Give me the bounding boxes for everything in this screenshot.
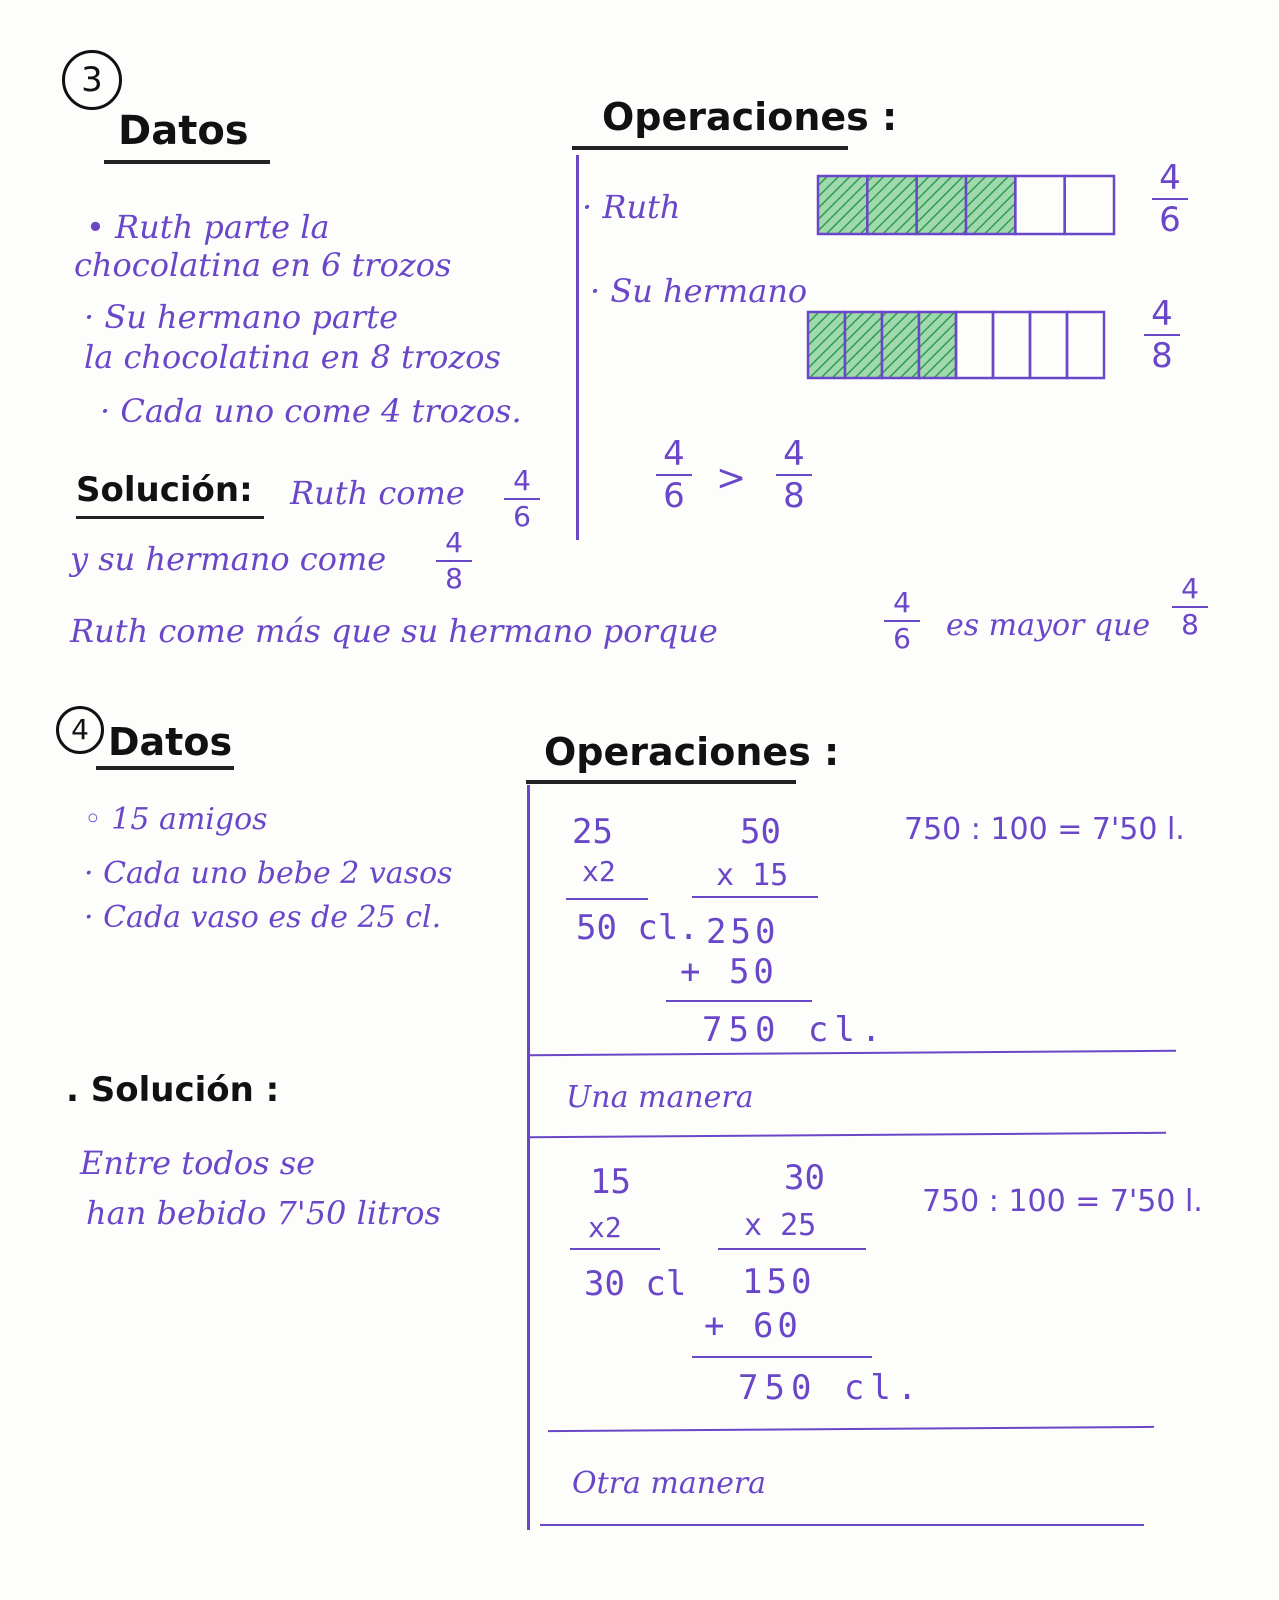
way1-mult2-b: x 15 — [716, 858, 789, 893]
way1-mult2-rule2 — [666, 1000, 812, 1002]
datos-underline-4 — [96, 766, 234, 770]
solucion-line-3: Ruth come más que su hermano porque — [70, 612, 718, 650]
way1-mult2-result: 750 cl. — [702, 1010, 888, 1050]
empty-piece — [1015, 176, 1064, 234]
shaded-piece — [966, 176, 1015, 234]
way1-mult2-rule — [692, 896, 818, 898]
way2-mult1-a: 15 — [590, 1162, 631, 1202]
datos-line-1: • Ruth parte la — [86, 208, 330, 246]
way2-separator-top — [548, 1426, 1154, 1432]
shaded-piece — [845, 312, 882, 378]
operaciones-underline-4 — [526, 780, 796, 784]
datos-title-3: Datos — [118, 108, 249, 154]
way1-label: Una manera — [566, 1080, 754, 1115]
hermano-fraction-bar — [800, 296, 1110, 386]
solucion-underline-3 — [76, 516, 264, 519]
problem-3-number: 3 — [62, 50, 122, 110]
datos-line-4: la chocolatina en 8 trozos — [84, 338, 501, 376]
comparison-right-fraction: 4 8 — [772, 436, 816, 514]
datos4-line-2: · Cada uno bebe 2 vasos — [84, 856, 453, 891]
solucion-fraction-3: 4 6 — [880, 588, 924, 654]
comparison-symbol: > — [716, 458, 747, 499]
way1-mult2-partial2: + 50 — [680, 952, 778, 992]
shaded-piece — [882, 312, 919, 378]
way2-mult1-result: 30 cl — [584, 1264, 687, 1304]
datos4-line-1: ◦ 15 amigos — [84, 802, 268, 837]
empty-piece — [1067, 312, 1104, 378]
way2-mult2-a: 30 — [784, 1158, 825, 1198]
solucion-fraction-1: 4 6 — [500, 466, 544, 532]
way2-label: Otra manera — [572, 1466, 767, 1501]
way1-separator-top — [530, 1050, 1176, 1057]
empty-piece — [956, 312, 993, 378]
shaded-piece — [919, 312, 956, 378]
way2-mult1-rule — [570, 1248, 660, 1250]
way2-mult2-b: x 25 — [744, 1208, 817, 1243]
empty-piece — [993, 312, 1030, 378]
way2-mult2-rule2 — [692, 1356, 872, 1358]
solucion-line-1: Ruth come — [290, 474, 465, 512]
hermano-label: · Su hermano — [590, 272, 808, 310]
way1-mult1-b: x2 — [582, 855, 616, 888]
way1-mult1-result: 50 cl. — [576, 908, 699, 948]
operaciones-title-4: Operaciones : — [544, 730, 840, 774]
solucion-fraction-4: 4 8 — [1168, 574, 1212, 640]
way1-mult1 — [572, 812, 642, 892]
shaded-piece — [808, 312, 845, 378]
operaciones-divider-4 — [527, 785, 530, 1530]
solucion-fraction-2: 4 8 — [432, 528, 476, 594]
way2-division: 750 : 100 = 7'50 l. — [922, 1184, 1203, 1219]
way1-mult2-a: 50 — [740, 812, 781, 852]
empty-piece — [1030, 312, 1067, 378]
way1-mult1-rule — [566, 898, 648, 900]
datos-title-4: Datos — [108, 720, 233, 764]
shaded-piece — [867, 176, 916, 234]
ruth-fraction: 4 6 — [1148, 160, 1192, 238]
empty-piece — [1065, 176, 1114, 234]
ruth-label: · Ruth — [582, 188, 681, 226]
shaded-piece — [917, 176, 966, 234]
solucion-line-2: y su hermano come — [70, 540, 387, 578]
solucion-title-4: . Solución : — [66, 1070, 280, 1110]
solucion-title-3: Solución: — [76, 470, 253, 510]
way2-mult1-b: x2 — [588, 1211, 622, 1244]
way2-mult2-rule — [718, 1248, 866, 1250]
way1-division: 750 : 100 = 7'50 l. — [904, 812, 1185, 847]
datos-line-3: · Su hermano parte — [84, 298, 399, 336]
way2-mult2-partial2: + 60 — [704, 1306, 802, 1346]
way1-mult1-a: 25 — [572, 812, 613, 852]
operaciones-underline-3 — [572, 146, 848, 150]
hermano-fraction: 4 8 — [1140, 296, 1184, 374]
datos-line-5: · Cada uno come 4 trozos. — [100, 392, 522, 430]
way1-separator-bottom — [530, 1132, 1166, 1138]
comparison-left-fraction: 4 6 — [652, 436, 696, 514]
datos-underline-3 — [104, 160, 270, 164]
operaciones-divider-3 — [576, 155, 579, 540]
datos-line-2: chocolatina en 6 trozos — [74, 246, 452, 284]
solucion4-line-1: Entre todos se — [80, 1144, 316, 1182]
shaded-piece — [818, 176, 867, 234]
solucion-line-3b: es mayor que — [946, 608, 1151, 643]
way2-mult2-result: 750 cl. — [738, 1368, 924, 1408]
way2-mult2-partial1: 150 — [742, 1262, 816, 1302]
way2-separator-bottom — [540, 1524, 1144, 1526]
datos4-line-3: · Cada vaso es de 25 cl. — [84, 900, 442, 935]
ruth-fraction-bar — [810, 170, 1120, 240]
solucion4-line-2: han bebido 7'50 litros — [86, 1194, 441, 1232]
problem-4-number: 4 — [56, 706, 104, 754]
way1-mult2-partial1: 250 — [706, 912, 780, 952]
operaciones-title-3: Operaciones : — [602, 95, 898, 139]
